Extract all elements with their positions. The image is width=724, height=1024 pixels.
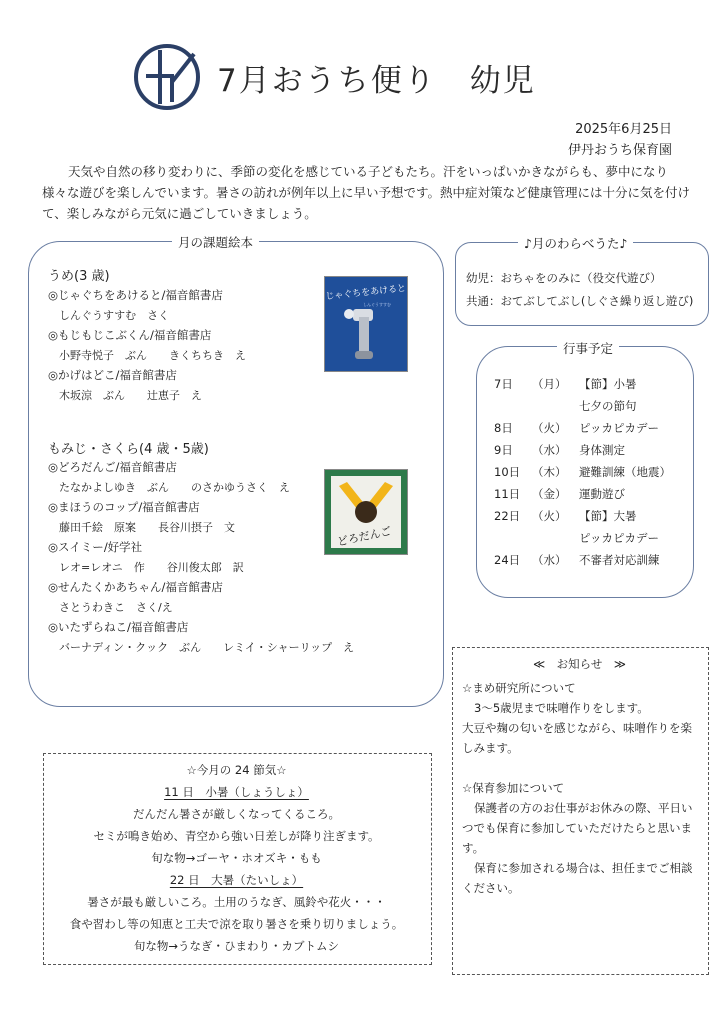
event-name: 運動遊び: [579, 487, 625, 501]
book-title: ◎いたずらねこ: [48, 620, 128, 634]
solar-terms-content: [43, 753, 430, 963]
solar-term-line: 旬な物→ゴーヤ・ホオズキ・もも: [151, 851, 322, 865]
event-dow: （水）: [532, 443, 567, 457]
event-dow: （金）: [532, 487, 567, 501]
book-publisher: /福音館書店: [150, 328, 212, 342]
notice-section-title: ☆保育参加について: [462, 781, 565, 795]
book-credit: 藤田千絵 原案 長谷川摂子 文: [59, 521, 235, 534]
intro-paragraph: 天気や自然の移り変わりに、季節の変化を感じている子どもたち。汗をいっぱいかきながらも、夢中になり様々な遊びを楽しんでいます。暑さの訪れが例年以上に早い予想です。熱中症対策など健康管理には十分に気を付けて、楽しみながら元気に過ごしていきましょう。: [42, 164, 691, 221]
events-table: [476, 346, 692, 596]
cover-title: じゃぐちをあけると: [324, 283, 407, 303]
book-publisher: /福音館書店: [115, 460, 177, 474]
notice-heading: ≪ お知らせ ≫: [533, 657, 626, 671]
book-publisher: /好学社: [103, 540, 143, 554]
event-name: ピッカピカデー: [579, 421, 660, 435]
notice-body: [462, 678, 702, 898]
book-title: ◎じゃぐちをあけると: [48, 288, 162, 302]
book-cover-dorodango: [324, 469, 408, 555]
group-title-momiji-sakura: もみじ・さくら(4 歳・5歳): [48, 442, 209, 457]
book-publisher: /福音館書店: [127, 620, 189, 634]
picture-books-heading: 月の課題絵本: [172, 233, 259, 251]
group-title-ume: うめ(3 歳): [48, 269, 110, 284]
event-dow: （木）: [532, 465, 567, 479]
book-credit: レオ=レオニ 作 谷川俊太郎 訳: [59, 561, 244, 574]
book-item: [48, 580, 378, 615]
book-publisher: /福音館書店: [115, 368, 177, 382]
book-cover-jaguchi: [324, 276, 408, 372]
event-dow: （火）: [532, 509, 567, 523]
book-title: ◎スイミー: [48, 540, 104, 554]
school-name: 伊丹おうち保育園: [567, 143, 672, 158]
event-name: 避難訓練（地震）: [579, 465, 671, 479]
issue-date: 2025年6月25日: [575, 122, 672, 137]
warabe-uta-line: 共通：おてぶしてぶし(しぐさ繰り返し遊び): [466, 294, 694, 308]
book-credit: 小野寺悦子 ぶん きくちちき え: [59, 349, 246, 362]
book-publisher: /福音館書店: [161, 288, 223, 302]
solar-term-line: 暑さが最も厳しいころ。土用のうなぎ、風鈴や花火・・・: [87, 895, 386, 909]
solar-term-title: 22 日 大暑（たいしょ）: [169, 873, 304, 887]
event-day: 11日: [494, 487, 521, 501]
event-name: 【節】大暑: [579, 509, 637, 523]
events-heading: 行事予定: [557, 339, 619, 357]
event-name: 【節】小暑: [579, 377, 637, 391]
cover-author: しんぐうすすむ: [362, 302, 392, 307]
warabe-uta-heading: ♪月のわらべうた♪: [518, 234, 633, 252]
solar-term-line: 食や習わし等の知恵と工夫で涼を取り暑さを乗り切りましょう。: [69, 917, 404, 931]
event-day: 9日: [494, 443, 513, 457]
school-logo-icon: [132, 42, 202, 112]
solar-term-line: 旬な物→うなぎ・ひまわり・カブトムシ: [133, 939, 340, 953]
event-dow: （火）: [532, 421, 567, 435]
event-name: 身体測定: [579, 443, 625, 457]
book-item: [48, 368, 378, 403]
solar-term-title: 11 日 小暑（しょうしょ）: [164, 785, 309, 799]
event-day: 22日: [494, 509, 521, 523]
event-day: 7日: [494, 377, 513, 391]
book-title: ◎どろだんご: [48, 460, 116, 474]
book-item: [48, 620, 378, 655]
event-dow: （水）: [532, 553, 567, 567]
notice-line: 3～5歳児まで味噌作りをします。: [474, 701, 649, 715]
notice-line: 保護者の方のお仕事がお休みの際、平日いつでも保育に参加していただけたらと思います。: [462, 801, 693, 855]
cover-title: どろだんご: [336, 524, 393, 549]
event-name: 不審者対応訓練: [579, 553, 660, 567]
solar-term-line: だんだん暑さが厳しくなってくるころ。: [133, 807, 340, 821]
book-credit: しんぐうすすむ さく: [59, 309, 170, 322]
event-name: ピッカピカデー: [579, 531, 660, 545]
book-publisher: /福音館書店: [161, 580, 223, 594]
book-credit: たなかよしゆき ぶん のさかゆうさく え: [59, 481, 290, 494]
book-title: ◎もじもじこぶくん: [48, 328, 151, 342]
event-dow: （月）: [532, 377, 567, 391]
event-name: 七夕の節句: [579, 399, 637, 413]
book-publisher: /福音館書店: [138, 500, 200, 514]
solar-terms-heading: ☆今月の 24 節気☆: [186, 763, 287, 777]
book-title: ◎かげはどこ: [48, 368, 116, 382]
book-title: ◎まほうのコップ: [48, 500, 139, 514]
book-credit: さとうわきこ さく/え: [59, 601, 173, 614]
book-credit: 木坂涼 ぶん 辻恵子 え: [59, 389, 202, 402]
book-title: ◎せんたくかあちゃん: [48, 580, 162, 594]
notice-line: 保育に参加される場合は、担任までご相談ください。: [462, 861, 693, 895]
notice-line: 大豆や麹の匂いを感じながら、味噌作りを楽しみます。: [462, 721, 692, 755]
warabe-uta-line: 幼児：おちゃをのみに（役交代遊び）: [466, 271, 662, 285]
notice-section-title: ☆まめ研究所について: [462, 681, 576, 695]
event-day: 24日: [494, 553, 521, 567]
event-day: 8日: [494, 421, 513, 435]
event-day: 10日: [494, 465, 521, 479]
book-credit: バーナディン・クック ぶん レミイ・シャーリップ え: [59, 641, 355, 654]
page-title: 7月おうち便り 幼児: [217, 63, 536, 99]
solar-term-line: セミが鳴き始め、青空から強い日差しが降り注ぎます。: [93, 829, 380, 843]
